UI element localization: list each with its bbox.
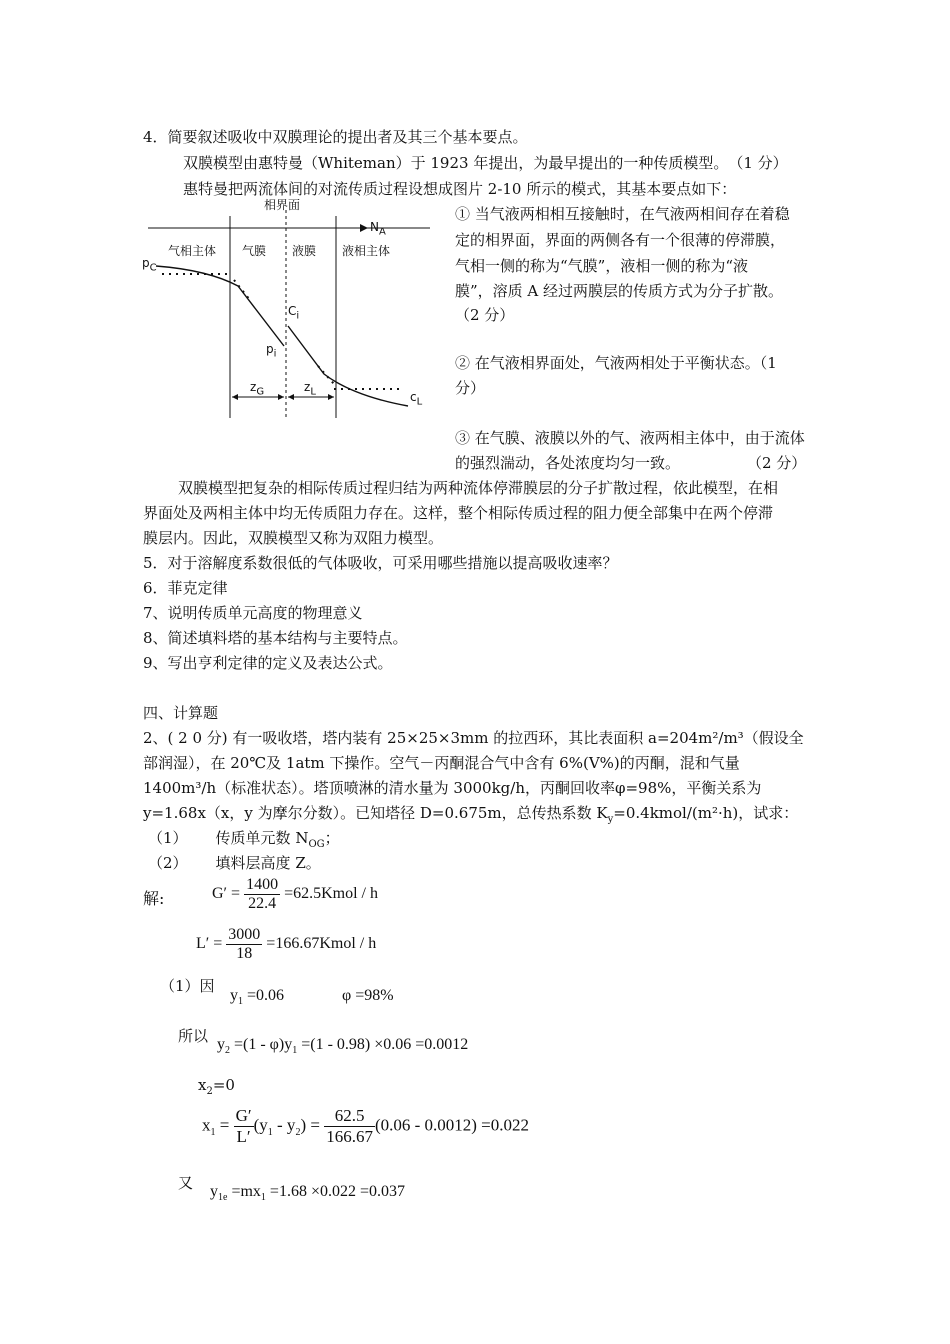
problem-line1: 2、( 2 0 分) 有一吸收塔，塔内装有 25×25×3mm 的拉西环，其比表面积 a=204m²/m³（假设全: [143, 729, 804, 747]
point1-line3: 气相一侧的称为“气膜”，液相一侧的称为“液: [455, 257, 749, 275]
point1-line1: ① 当气液两相相互接触时，在气液两相间存在着稳: [455, 205, 790, 223]
so-label: 所以: [178, 1027, 209, 1045]
problem-line2: 部润湿），在 20℃及 1atm 下操作。空气－丙酮混合气中含有 6%(V%)的丙酮，混和气量: [143, 754, 740, 772]
phi-value: φ =98%: [342, 987, 394, 1004]
point3-score: （2 分）: [747, 454, 807, 472]
question-9: 9、写出亨利定律的定义及表达公式。: [143, 654, 393, 672]
question-7: 7、说明传质单元高度的物理意义: [143, 604, 363, 622]
liquid-film-label: 液膜: [292, 244, 317, 258]
point2-line2: 分）: [455, 379, 486, 397]
g-equation: G′ = $\frac{1400}{22.4}$ =62.5Kmol / h: [212, 876, 378, 912]
gas-bulk-label: 气相主体: [168, 244, 217, 258]
summary-line3: 膜层内。因此，双膜模型又称为双阻力模型。: [143, 529, 444, 547]
ci-label: $C_i$: [288, 304, 300, 322]
sub-question-2: （2） 填料层高度 Z。: [148, 854, 321, 872]
summary-line1: 双膜模型把复杂的相际传质过程归结为两种流体停滞膜层的分子扩散过程，依此模型，在相: [178, 479, 779, 497]
point1-line4: 膜”，溶质 A 经过两膜层的传质方式为分子扩散。: [455, 282, 784, 300]
q4-intro-1: 双膜模型由惠特曼（Whiteman）于 1923 年提出，为最早提出的一种传质模型。 （1 分）: [183, 154, 788, 172]
point3-line1: ③ 在气膜、液膜以外的气、液两相主体中，由于流体: [455, 429, 805, 447]
point1-score: （2 分）: [455, 306, 515, 324]
pc-label: $p_C$: [142, 256, 157, 274]
problem-line3: 1400m³/h（标准状态）。塔顶喷淋的清水量为 3000kg/h，丙酮回收率φ=98%，平衡关系为: [143, 779, 762, 797]
zl-label: $z_L$: [304, 380, 316, 398]
question-5: 5．对于溶解度系数很低的气体吸收，可采用哪些措施以提高吸收速率？: [143, 554, 618, 572]
y1e-equation: $y_{1e} =mx_1 =1.68 \times 0.022 =0.037$: [210, 1183, 405, 1204]
pi-label: $p_i$: [266, 342, 277, 360]
question-6: 6．菲克定律: [143, 579, 228, 597]
step-1-label: （1）因: [160, 977, 215, 995]
q4-intro-2: 惠特曼把两流体间的对流传质过程设想成图片 2-10 所示的模式，其基本要点如下：: [183, 180, 737, 198]
two-film-figure: [138, 196, 438, 421]
x2-equation: $x_2=0$: [198, 1076, 235, 1097]
gas-film-label: 气膜: [242, 244, 267, 258]
problem-line4: y=1.68x（x，y 为摩尔分数）。已知塔径 D=0.675m，总传热系数 $K_y=0.4kmol/(m^2\cdot h)$，试求：: [143, 804, 799, 825]
q4-title: 4．简要叙述吸收中双膜理论的提出者及其三个基本要点。: [143, 128, 528, 146]
point3-line2: 的强烈湍动，各处浓度均匀一致。: [455, 454, 681, 472]
l-equation: L′ = $\frac{3000}{18}$ =166.67Kmol / h: [196, 926, 377, 962]
sub-question-1: （1） 传质单元数 $N_{OG}$；: [148, 829, 340, 850]
interface-label: 相界面: [264, 198, 301, 212]
liquid-bulk-label: 液相主体: [342, 244, 391, 258]
also-label: 又: [178, 1174, 194, 1192]
x1-equation: $x_1$ = $\frac{G'}{L'}$ $(y_1 - y_2)$ = $\frac{62.5}{166.67}$ (0.06 - 0.0012) =0.022: [202, 1106, 530, 1146]
question-8: 8、简述填料塔的基本结构与主要特点。: [143, 629, 408, 647]
section-4-title: 四、计算题: [143, 704, 219, 722]
cl-label: $c_L$: [410, 390, 423, 408]
point2-line1: ② 在气液相界面处，气液两相处于平衡状态。（1: [455, 354, 777, 372]
zg-label: $z_G$: [250, 380, 265, 398]
gas-profile-curve: [156, 266, 284, 346]
solution-label: 解:: [143, 889, 165, 908]
y1-value: $y_1 =0.06$: [230, 987, 285, 1008]
point1-line2: 定的相界面，界面的两侧各有一个很薄的停滞膜，: [455, 231, 786, 249]
summary-line2: 界面处及两相主体中均无传质阻力存在。这样，整个相际传质过程的阻力便全部集中在两个停滞: [143, 504, 774, 522]
y2-equation: $y_2 =(1 - \varphi)y_1 =(1 - 0.98) \times 0.06 =0.0012$: [217, 1036, 469, 1057]
flux-label: $N_A$: [370, 220, 386, 238]
